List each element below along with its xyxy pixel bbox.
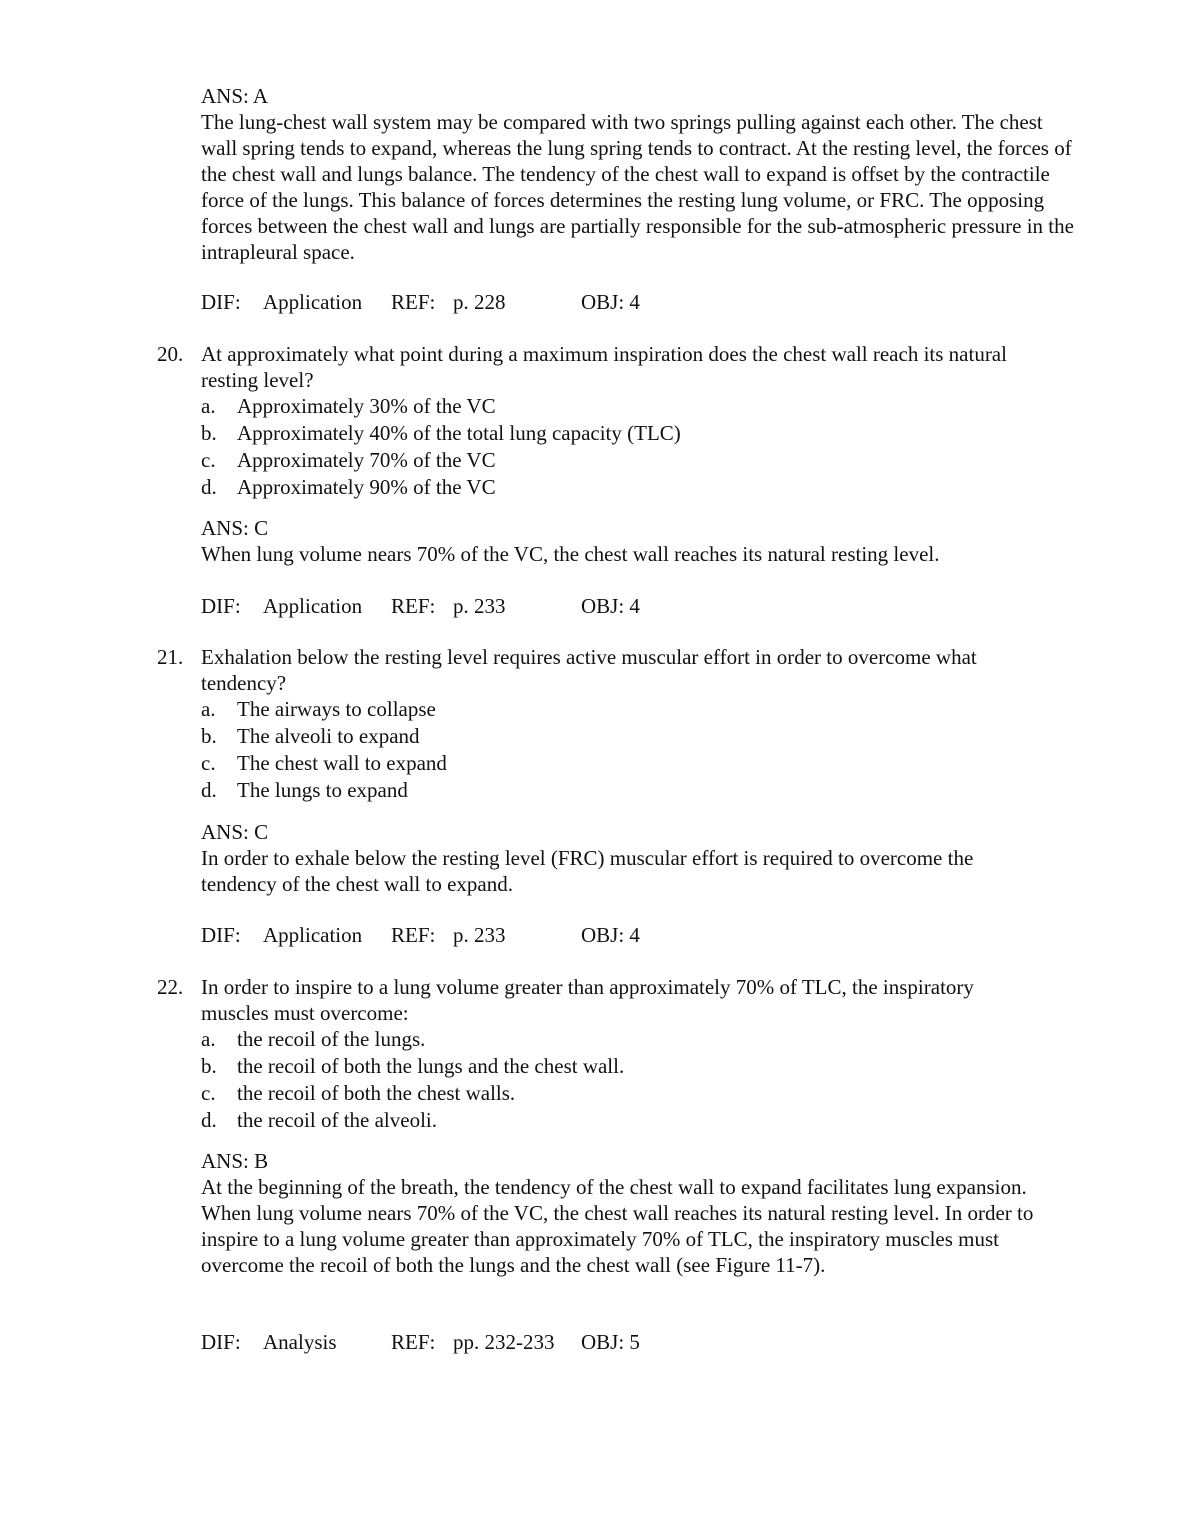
option-d	[201, 1107, 1097, 1134]
question-stem: At approximately what point during a maximum inspiration does the chest wall reach its natural resting level?	[201, 342, 1007, 392]
option-letter: d.	[201, 778, 217, 802]
answer-key: ANS: C	[201, 516, 269, 540]
option-letter: c.	[201, 448, 216, 472]
option-letter: a.	[201, 394, 216, 418]
answer-block-21	[201, 819, 1101, 897]
question-stem: Exhalation below the resting level requires active muscular effort in order to overcome what tendency?	[201, 645, 977, 695]
ref-label: REF:	[391, 923, 436, 947]
option-d	[201, 474, 1097, 501]
obj-value: OBJ: 5	[581, 1330, 640, 1354]
rationale: At the beginning of the breath, the tendency of the chest wall to expand facilitates lung expansion. When lung volume nears 70% of the VC, the chest wall reaches its natural resting level. In order to inspire to a lung volume greater than approximately 70% of TLC, the inspiratory muscles must overcome the recoil of both the lungs and the chest wall (see Figure 11-7).	[201, 1175, 1034, 1277]
question-number: 21.	[157, 645, 184, 669]
question-20	[157, 341, 1097, 501]
option-text: The airways to collapse	[237, 697, 436, 721]
answer-key: ANS: A	[201, 84, 269, 108]
option-letter: c.	[201, 751, 216, 775]
option-text: the recoil of the alveoli.	[237, 1108, 438, 1132]
option-letter: c.	[201, 1081, 216, 1105]
meta-row-22	[201, 1329, 801, 1355]
option-letter: b.	[201, 421, 217, 445]
obj-value: OBJ: 4	[581, 290, 640, 314]
meta-row-19	[201, 289, 801, 315]
option-d	[201, 777, 1097, 804]
meta-row-20	[201, 593, 801, 619]
option-letter: a.	[201, 697, 216, 721]
option-text: the recoil of both the chest walls.	[237, 1081, 516, 1105]
ref-value: pp. 232-233	[453, 1330, 555, 1354]
option-text: Approximately 70% of the VC	[237, 448, 496, 472]
option-c	[201, 447, 1097, 474]
rationale: In order to exhale below the resting level (FRC) muscular effort is required to overcome the tendency of the chest wall to expand.	[201, 846, 974, 896]
answer-block-22	[201, 1148, 1101, 1278]
option-c	[201, 1080, 1097, 1107]
question-21	[157, 644, 1097, 804]
ref-label: REF:	[391, 594, 436, 618]
question-22	[157, 974, 1097, 1134]
option-text: the recoil of the lungs.	[237, 1027, 426, 1051]
option-letter: b.	[201, 724, 217, 748]
question-number: 20.	[157, 342, 184, 366]
option-letter: b.	[201, 1054, 217, 1078]
answer-block-19	[201, 83, 1101, 265]
option-text: Approximately 30% of the VC	[237, 394, 496, 418]
option-b	[201, 723, 1097, 750]
option-letter: d.	[201, 475, 217, 499]
meta-row-21	[201, 922, 801, 948]
rationale: When lung volume nears 70% of the VC, the chest wall reaches its natural resting level.	[201, 542, 940, 566]
dif-label: DIF:	[201, 594, 241, 618]
ref-label: REF:	[391, 290, 436, 314]
obj-value: OBJ: 4	[581, 594, 640, 618]
answer-key: ANS: C	[201, 820, 269, 844]
question-number: 22.	[157, 975, 184, 999]
option-b	[201, 420, 1097, 447]
option-text: The chest wall to expand	[237, 751, 447, 775]
dif-value: Application	[263, 594, 363, 618]
rationale: The lung-chest wall system may be compared with two springs pulling against each other. The chest wall spring tends to expand, whereas the lung spring tends to contract. At the resting level, the forces of the chest wall and lungs balance. The tendency of the chest wall to expand is offset by the contractile force of the lungs. This balance of forces determines the resting lung volume, or FRC. The opposing forces between the chest wall and lungs are partially responsible for the sub-atmospheric pressure in the intrapleural space.	[201, 110, 1074, 264]
option-a	[201, 696, 1097, 723]
option-letter: d.	[201, 1108, 217, 1132]
ref-value: p. 228	[453, 290, 506, 314]
obj-value: OBJ: 4	[581, 923, 640, 947]
question-stem: In order to inspire to a lung volume greater than approximately 70% of TLC, the inspiratory muscles must overcome:	[201, 975, 974, 1025]
ref-value: p. 233	[453, 594, 506, 618]
option-b	[201, 1053, 1097, 1080]
option-text: the recoil of both the lungs and the chest wall.	[237, 1054, 625, 1078]
dif-label: DIF:	[201, 923, 241, 947]
ref-value: p. 233	[453, 923, 506, 947]
option-text: Approximately 90% of the VC	[237, 475, 496, 499]
dif-value: Application	[263, 290, 363, 314]
option-letter: a.	[201, 1027, 216, 1051]
option-text: The alveoli to expand	[237, 724, 420, 748]
option-c	[201, 750, 1097, 777]
option-text: Approximately 40% of the total lung capacity (TLC)	[237, 421, 681, 445]
answer-block-20	[201, 515, 1101, 567]
dif-value: Application	[263, 923, 363, 947]
dif-label: DIF:	[201, 290, 241, 314]
ref-label: REF:	[391, 1330, 436, 1354]
option-a	[201, 1026, 1097, 1053]
option-a	[201, 393, 1097, 420]
answer-key: ANS: B	[201, 1149, 269, 1173]
dif-value: Analysis	[263, 1330, 337, 1354]
option-text: The lungs to expand	[237, 778, 408, 802]
dif-label: DIF:	[201, 1330, 241, 1354]
